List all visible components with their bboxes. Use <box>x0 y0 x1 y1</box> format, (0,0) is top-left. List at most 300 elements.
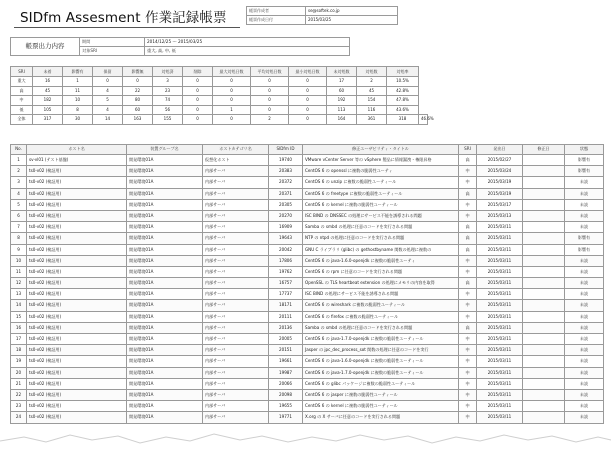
sidfm-id: 20111 <box>269 311 303 322</box>
summary-column-header: 対処済 <box>153 67 183 77</box>
status-badge: 未読 <box>565 356 604 367</box>
device-group: 開発環境01A <box>127 255 203 266</box>
summary-cell: 0 <box>93 77 123 87</box>
row-number: 1 <box>11 155 27 166</box>
meta-table <box>246 6 398 25</box>
table-row[interactable] <box>11 188 604 199</box>
summary-header-row <box>11 67 428 77</box>
row-number: 15 <box>11 311 27 322</box>
row-number: 23 <box>11 401 27 412</box>
status-badge: 未読 <box>565 412 604 423</box>
vulnerability-title: CentOS 6 の firefox に複数の脆弱性ユーティール <box>303 311 459 322</box>
sri-level: 中 <box>459 210 477 221</box>
table-row[interactable] <box>11 334 604 345</box>
host-category: 内部サーバ <box>203 412 269 423</box>
vulnerability-title: CentOS 6 の wireshark に複数の脆弱性ユーティール <box>303 300 459 311</box>
vulnerability-title: ISC BIND の DNSSEC の処理にサービス不能を誘導される問題 <box>303 210 459 221</box>
row-number: 11 <box>11 266 27 277</box>
row-number: 3 <box>11 177 27 188</box>
meta-key: 帳票作成日付 <box>247 16 306 25</box>
row-number: 6 <box>11 210 27 221</box>
sri-level: 中 <box>459 300 477 311</box>
table-row[interactable] <box>11 166 604 177</box>
sidfm-id: 19740 <box>269 155 303 166</box>
host-name: ts0-v02 (検証用) <box>27 210 127 221</box>
fixed-date <box>523 166 565 177</box>
condition-key: 対象SRI <box>80 47 145 56</box>
device-group: 開発環境01A <box>127 166 203 177</box>
torn-paper-edge <box>0 421 611 449</box>
meta-row <box>247 7 398 16</box>
table-row[interactable] <box>11 322 604 333</box>
summary-cell: 0 <box>213 115 251 125</box>
fixed-date <box>523 222 565 233</box>
fixed-date <box>523 300 565 311</box>
sidfm-id: 19771 <box>269 412 303 423</box>
table-row[interactable] <box>11 199 604 210</box>
host-category: 内部サーバ <box>203 210 269 221</box>
summary-cell: 0 <box>183 77 213 87</box>
summary-cell: 47.8% <box>387 96 419 106</box>
published-date: 2015/03/17 <box>477 199 523 210</box>
meta-row <box>247 16 398 25</box>
sri-level: 中 <box>459 334 477 345</box>
summary-cell: 113 <box>327 105 357 115</box>
summary-cell: 14 <box>93 115 123 125</box>
sidfm-id: 19987 <box>269 367 303 378</box>
status-badge: 未読 <box>565 222 604 233</box>
row-number: 17 <box>11 334 27 345</box>
host-name: ts0-v02 (検証用) <box>27 177 127 188</box>
device-group: 開発環境01A <box>127 244 203 255</box>
table-row[interactable] <box>11 255 604 266</box>
status-badge: 未読 <box>565 378 604 389</box>
host-category: 内部サーバ <box>203 289 269 300</box>
status-badge: 未読 <box>565 210 604 221</box>
published-date: 2015/03/11 <box>477 266 523 277</box>
summary-cell: 43.6% <box>387 105 419 115</box>
device-group: 開発環境01A <box>127 378 203 389</box>
condition-value: 重大, 高, 中, 低 <box>145 47 350 56</box>
device-group: 開発環境01A <box>127 222 203 233</box>
summary-column-header: 保留 <box>93 67 123 77</box>
device-group: 開発環境01A <box>127 177 203 188</box>
fixed-date <box>523 367 565 378</box>
summary-column-header: 対処率 <box>387 67 419 77</box>
sri-level: 中 <box>459 401 477 412</box>
summary-cell: 192 <box>327 96 357 106</box>
published-date: 2015/03/11 <box>477 289 523 300</box>
table-row[interactable] <box>11 222 604 233</box>
fixed-date <box>523 289 565 300</box>
table-row[interactable] <box>11 244 604 255</box>
vulnerability-title: CentOS 6 の openssl に複数の脆弱性ユーティ <box>303 166 459 177</box>
summary-cell: 10 <box>63 96 93 106</box>
host-name: ts0-v02 (検証用) <box>27 334 127 345</box>
status-badge: 影響有 <box>565 233 604 244</box>
status-badge: 影響有 <box>565 244 604 255</box>
published-date: 2015/03/11 <box>477 389 523 400</box>
sri-level: 高 <box>459 155 477 166</box>
fixed-date <box>523 155 565 166</box>
host-category: 内部サーバ <box>203 199 269 210</box>
findings-column-header: 装置グループ名 <box>127 145 203 155</box>
status-badge: 未読 <box>565 177 604 188</box>
host-category: 内部サーバ <box>203 266 269 277</box>
sri-level: 中 <box>459 255 477 266</box>
vulnerability-title: CentOS 6 の rpm に任意のコードを実行される問題 <box>303 266 459 277</box>
published-date: 2015/03/11 <box>477 345 523 356</box>
host-name: ts0-v02 (検証用) <box>27 378 127 389</box>
sidfm-id: 20151 <box>269 345 303 356</box>
vulnerability-title: OpenSSL の TLS heartbeat extension の処理にメモリの内容を取得 <box>303 278 459 289</box>
sidfm-id: 20005 <box>269 334 303 345</box>
vulnerability-title: NTP の ntpd の処理に任意のコードを実行される問題 <box>303 233 459 244</box>
device-group: 開発環境01A <box>127 266 203 277</box>
sidfm-id: 20136 <box>269 322 303 333</box>
vulnerability-title: CentOS 6 の java-1.6.0-openjdk に複数の脆弱性ユーティ <box>303 255 459 266</box>
summary-column-header: SRI <box>11 67 33 77</box>
device-group: 開発環境01A <box>127 289 203 300</box>
host-name: ts0-v02 (検証用) <box>27 266 127 277</box>
vulnerability-title: CentOS 6 の java-1.6.0-openjdk に複数の脆弱性ユーティール <box>303 356 459 367</box>
fixed-date <box>523 322 565 333</box>
table-row[interactable] <box>11 210 604 221</box>
host-category: 内部サーバ <box>203 300 269 311</box>
sri-level: 中 <box>459 311 477 322</box>
summary-sri-level: 重大 <box>11 77 33 87</box>
host-category: 内部サーバ <box>203 166 269 177</box>
host-name: ts0-v02 (検証用) <box>27 188 127 199</box>
fixed-date <box>523 210 565 221</box>
sri-level: 中 <box>459 199 477 210</box>
published-date: 2015/03/11 <box>477 322 523 333</box>
status-badge: 未読 <box>565 401 604 412</box>
fixed-date <box>523 199 565 210</box>
condition-row <box>11 38 350 47</box>
summary-cell: 56 <box>153 105 183 115</box>
findings-column-header: 修正日 <box>523 145 565 155</box>
summary-sri-level: 高 <box>11 86 33 96</box>
summary-cell: 164 <box>327 115 357 125</box>
summary-cell: 0 <box>251 86 289 96</box>
host-name: ts0-v02 (検証用) <box>27 233 127 244</box>
summary-row <box>11 86 428 96</box>
summary-cell: 0 <box>251 96 289 106</box>
summary-cell: 361 <box>357 115 387 125</box>
summary-cell: 1 <box>63 77 93 87</box>
sri-level: 中 <box>459 266 477 277</box>
host-name: ts0-v02 (検証用) <box>27 401 127 412</box>
summary-cell: 11 <box>63 86 93 96</box>
status-badge: 未読 <box>565 278 604 289</box>
summary-cell: 0 <box>251 77 289 87</box>
summary-cell: 0 <box>213 86 251 96</box>
table-row[interactable] <box>11 356 604 367</box>
status-badge: 影響有 <box>565 166 604 177</box>
summary-column-header: 最小対処日数 <box>289 67 327 77</box>
sri-level: 中 <box>459 166 477 177</box>
summary-column-header: 最大対処日数 <box>213 67 251 77</box>
host-name: ts0-v02 (検証用) <box>27 222 127 233</box>
fixed-date <box>523 266 565 277</box>
summary-cell: 0 <box>289 115 327 125</box>
host-name: ts0-v02 (検証用) <box>27 278 127 289</box>
published-date: 2015/03/11 <box>477 412 523 423</box>
host-category: 内部サーバ <box>203 255 269 266</box>
row-number: 5 <box>11 199 27 210</box>
sidfm-id: 20066 <box>269 378 303 389</box>
device-group: 開発環境01A <box>127 389 203 400</box>
vulnerability-title: CentOS 6 の jasper に複数の脆弱性ユーティール <box>303 389 459 400</box>
sri-level: 高 <box>459 278 477 289</box>
summary-cell: 154 <box>357 96 387 106</box>
summary-cell: 0 <box>183 105 213 115</box>
summary-column-header: 未対処数 <box>327 67 357 77</box>
fixed-date <box>523 255 565 266</box>
table-row[interactable] <box>11 389 604 400</box>
published-date: 2015/03/11 <box>477 255 523 266</box>
meta-value: se@softek.co.jp <box>306 7 398 16</box>
vulnerability-title: Samba の smbd の処理に任意のコードを実行される問題 <box>303 222 459 233</box>
host-name: ts0-v02 (検証用) <box>27 389 127 400</box>
device-group: 開発環境01A <box>127 311 203 322</box>
sidfm-id: 20305 <box>269 199 303 210</box>
fixed-date <box>523 401 565 412</box>
vulnerability-title: CentOS 6 の kernel に複数の脆弱性ユーティール <box>303 199 459 210</box>
findings-header-row <box>11 145 604 155</box>
device-group: 開発環境01A <box>127 300 203 311</box>
summary-row <box>11 115 428 125</box>
host-name: ts0-v02 (検証用) <box>27 289 127 300</box>
vulnerability-title: CentOS 6 の java-1.7.0-openjdk に複数の脆弱性ユーティール <box>303 334 459 345</box>
summary-cell: 2 <box>357 77 387 87</box>
summary-cell: 46.6% <box>419 115 428 125</box>
fixed-date <box>523 389 565 400</box>
sidfm-id: 19762 <box>269 266 303 277</box>
host-category: 内部サーバ <box>203 233 269 244</box>
meta-value: 2015/03/25 <box>306 16 398 25</box>
findings-column-header: No. <box>11 145 27 155</box>
table-row[interactable] <box>11 155 604 166</box>
summary-column-header: 未着 <box>33 67 63 77</box>
vulnerability-title: CentOS 6 の java-1.7.0-openjdk に複数の脆弱性ユーティール <box>303 367 459 378</box>
table-row[interactable] <box>11 233 604 244</box>
summary-cell: 1 <box>213 105 251 115</box>
summary-cell: 60 <box>327 86 357 96</box>
published-date: 2015/03/11 <box>477 278 523 289</box>
summary-cell: 0 <box>289 77 327 87</box>
meta-key: 帳票作成者 <box>247 7 306 16</box>
host-name: sv-vl01 (テスト基盤) <box>27 155 127 166</box>
row-number: 16 <box>11 322 27 333</box>
summary-sri-level: 全体 <box>11 115 33 125</box>
table-row[interactable] <box>11 278 604 289</box>
host-category: 内部サーバ <box>203 345 269 356</box>
host-name: ts0-v02 (検証用) <box>27 166 127 177</box>
summary-cell: 5 <box>93 96 123 106</box>
table-row[interactable] <box>11 401 604 412</box>
vulnerability-title: CentOS 6 の glibc パッケージに複数の脆弱性ユーティール <box>303 378 459 389</box>
sidfm-id: 20098 <box>269 389 303 400</box>
host-name: ts0-v02 (検証用) <box>27 255 127 266</box>
summary-cell: 182 <box>33 96 63 106</box>
findings-column-header: ホストカテゴリ名 <box>203 145 269 155</box>
findings-column-header: ホスト名 <box>27 145 127 155</box>
published-date: 2015/03/11 <box>477 401 523 412</box>
table-row[interactable] <box>11 345 604 356</box>
summary-cell: 74 <box>153 96 183 106</box>
host-category: 内部サーバ <box>203 244 269 255</box>
findings-column-header: SRI <box>459 145 477 155</box>
sri-level: 中 <box>459 378 477 389</box>
table-row[interactable] <box>11 266 604 277</box>
host-name: ts0-v02 (検証用) <box>27 412 127 423</box>
status-badge: 未読 <box>565 367 604 378</box>
published-date: 2015/03/11 <box>477 300 523 311</box>
host-category: 内部サーバ <box>203 311 269 322</box>
report-title: SIDfm Assesment 作業記録帳票 <box>20 10 227 26</box>
fixed-date <box>523 233 565 244</box>
published-date: 2015/03/19 <box>477 177 523 188</box>
table-row[interactable] <box>11 177 604 188</box>
summary-column-header: 対処数 <box>357 67 387 77</box>
row-number: 20 <box>11 367 27 378</box>
device-group: 開発環境01A <box>127 233 203 244</box>
sidfm-id: 19661 <box>269 356 303 367</box>
title-underline <box>14 27 240 28</box>
sidfm-id: 16909 <box>269 222 303 233</box>
findings-column-header: 発出日 <box>477 145 523 155</box>
status-badge: 影響有 <box>565 155 604 166</box>
status-badge: 未読 <box>565 289 604 300</box>
summary-row <box>11 105 428 115</box>
device-group: 開発環境01A <box>127 188 203 199</box>
device-group: 開発環境01A <box>127 322 203 333</box>
sri-level: 中 <box>459 389 477 400</box>
status-badge: 未読 <box>565 311 604 322</box>
sidfm-id: 20372 <box>269 177 303 188</box>
fixed-date <box>523 356 565 367</box>
device-group: 開発環境01A <box>127 334 203 345</box>
row-number: 12 <box>11 278 27 289</box>
summary-sri-level: 低 <box>11 105 33 115</box>
summary-sri-level: 中 <box>11 96 33 106</box>
device-group: 開発環境01A <box>127 199 203 210</box>
summary-cell: 0 <box>289 96 327 106</box>
condition-table <box>10 37 350 56</box>
summary-column-header: 削除 <box>183 67 213 77</box>
table-row[interactable] <box>11 311 604 322</box>
sri-level: 中 <box>459 177 477 188</box>
host-name: ts0-v02 (検証用) <box>27 345 127 356</box>
host-category: 内部サーバ <box>203 389 269 400</box>
summary-row <box>11 77 428 87</box>
host-name: ts0-v02 (検証用) <box>27 311 127 322</box>
sidfm-id: 19655 <box>269 401 303 412</box>
vulnerability-title: CentOS 6 の freetype に複数の脆弱性ユーティール <box>303 188 459 199</box>
findings-table <box>10 144 604 424</box>
summary-cell: 60 <box>123 105 153 115</box>
summary-cell: 318 <box>387 115 419 125</box>
table-row[interactable] <box>11 300 604 311</box>
sri-level: 高 <box>459 233 477 244</box>
condition-value: 2014/12/25 ～ 2015/03/25 <box>145 38 350 47</box>
fixed-date <box>523 345 565 356</box>
fixed-date <box>523 278 565 289</box>
status-badge: 未読 <box>565 255 604 266</box>
summary-column-header: 影響無 <box>123 67 153 77</box>
table-row[interactable] <box>11 367 604 378</box>
host-name: ts0-v02 (検証用) <box>27 322 127 333</box>
sri-level: 高 <box>459 222 477 233</box>
status-badge: 未読 <box>565 300 604 311</box>
device-group: 開発環境01A <box>127 345 203 356</box>
device-group: 開発環境01A <box>127 367 203 378</box>
fixed-date <box>523 188 565 199</box>
published-date: 2015/02/27 <box>477 155 523 166</box>
host-category: 内部サーバ <box>203 367 269 378</box>
fixed-date <box>523 334 565 345</box>
fixed-date <box>523 177 565 188</box>
summary-cell: 4 <box>93 86 123 96</box>
fixed-date <box>523 378 565 389</box>
findings-column-header: 修正ユーザビリティ・タイトル <box>303 145 459 155</box>
row-number: 8 <box>11 233 27 244</box>
summary-cell: 45 <box>357 86 387 96</box>
host-category: 内部サーバ <box>203 177 269 188</box>
summary-cell: 4 <box>93 105 123 115</box>
device-group: 開発環境01A <box>127 412 203 423</box>
row-number: 18 <box>11 345 27 356</box>
summary-cell: 0 <box>289 105 327 115</box>
summary-cell: 155 <box>153 115 183 125</box>
host-category: 内部サーバ <box>203 378 269 389</box>
sri-level: 中 <box>459 412 477 423</box>
device-group: 開発環境01A <box>127 401 203 412</box>
published-date: 2015/03/11 <box>477 378 523 389</box>
sri-level: 中 <box>459 345 477 356</box>
table-row[interactable] <box>11 289 604 300</box>
summary-cell: 80 <box>123 96 153 106</box>
table-row[interactable] <box>11 378 604 389</box>
sidfm-id: 17737 <box>269 289 303 300</box>
vulnerability-title: Samba の smbd の処理に任意のコードを実行される問題 <box>303 322 459 333</box>
sri-level: 高 <box>459 322 477 333</box>
sidfm-id: 20371 <box>269 188 303 199</box>
vulnerability-title: ISC BIND の処理にサービス不能を誘導される問題 <box>303 289 459 300</box>
published-date: 2015/03/11 <box>477 367 523 378</box>
row-number: 10 <box>11 255 27 266</box>
condition-label: 帳票出力内容 <box>11 38 80 56</box>
fixed-date <box>523 311 565 322</box>
findings-column-header: SIDfm ID <box>269 145 303 155</box>
device-group: 開発環境01A <box>127 210 203 221</box>
summary-cell: 163 <box>123 115 153 125</box>
status-badge: 未読 <box>565 266 604 277</box>
sidfm-id: 20383 <box>269 166 303 177</box>
device-group: 開発環境01A <box>127 278 203 289</box>
summary-cell: 0 <box>183 115 213 125</box>
row-number: 7 <box>11 222 27 233</box>
row-number: 19 <box>11 356 27 367</box>
summary-cell: 317 <box>33 115 63 125</box>
summary-row <box>11 96 428 106</box>
published-date: 2015/03/11 <box>477 244 523 255</box>
summary-cell: 0 <box>213 77 251 87</box>
host-name: ts0-v02 (検証用) <box>27 367 127 378</box>
host-category: 内部サーバ <box>203 356 269 367</box>
